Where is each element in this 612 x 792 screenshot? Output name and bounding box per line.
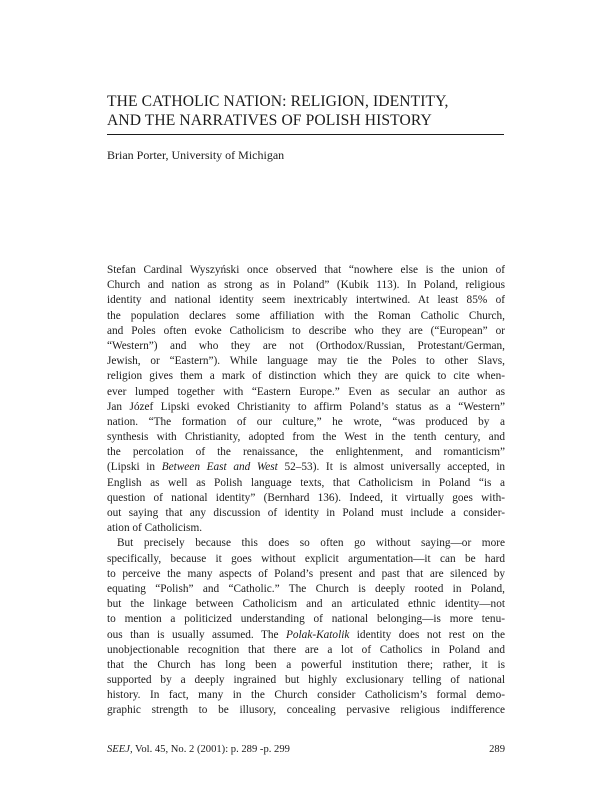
text-line: graphic strength to be illusory, concealing pervasive religious indifference [107, 704, 505, 717]
journal-citation [107, 744, 290, 755]
cited-book-title: Between East and West [161, 461, 278, 474]
text-line: Jan Józef Lipski evoked Christianity to affirm Poland’s status as a “Western” [107, 400, 505, 413]
text-line: out saying that any discussion of identity in Poland must include a consider- [107, 507, 505, 519]
text-line: nation. “The formation of our culture,” he wrote, “was produced by a [107, 415, 505, 428]
text-line: to perceive the many aspects of Poland’s present and past that are silenced by [107, 567, 505, 580]
text-line: and Poles often evoke Catholicism to describe who they are (“European” or [107, 324, 505, 337]
article-title [107, 92, 517, 130]
text-line: ever lumped together with “Eastern Europe.” Even as secular an author as [107, 385, 505, 398]
article-title-line-1: THE CATHOLIC NATION: RELIGION, IDENTITY, [107, 93, 449, 110]
text-line-term [107, 628, 505, 643]
paragraph-2 [107, 536, 505, 718]
text-line: the population declares some affiliation with the Roman Catholic Church, [107, 309, 505, 322]
text-line: religion gives them a mark of distinction which they are quick to cite when- [107, 370, 505, 383]
text-line: But precisely because this does so often go without saying—or more [117, 537, 505, 550]
term-prefix: ous than is usually assumed. The [107, 628, 286, 641]
journal-volume-pages: Vol. 45, No. 2 (2001): p. 289 -p. 299 [132, 744, 290, 755]
citation-prefix: (Lipski in [107, 461, 162, 474]
article-author: Brian Porter, University of Michigan [107, 148, 285, 162]
text-line-citation [107, 460, 505, 475]
text-line: Jewish, or “Eastern”). While language may tie the Poles to other Slavs, [107, 355, 505, 368]
title-divider [107, 134, 504, 135]
paragraph-1 [107, 263, 505, 536]
text-line: Church and nation as strong as in Poland” (Kubik 113). In Poland, religious [107, 279, 505, 292]
article-body [107, 263, 505, 719]
text-line: history. In fact, many in the Church consider Catholicism’s formal demo- [107, 689, 505, 702]
text-line: unobjectionable recognition that there are a lot of Catholics in Poland and [107, 643, 505, 656]
page-footer [107, 744, 505, 758]
page-number: 289 [489, 744, 505, 755]
text-line: specifically, because it goes without explicit argumentation—it can be hard [107, 552, 505, 565]
text-line: Stefan Cardinal Wyszyński once observed that “nowhere else is the union of [107, 264, 505, 276]
text-line: equating “Polish” and “Catholic.” The Church is deeply rooted in Poland, [107, 582, 505, 595]
text-line: English as well as Polish language texts, that Catholicism in Poland “is a [107, 476, 505, 489]
text-line: ation of Catholicism. [107, 522, 203, 535]
text-line: identity and national identity seem inextricably intertwined. At least 85% of [107, 294, 505, 307]
text-line: but the linkage between Catholicism and an articulated ethnic identity—not [107, 598, 505, 611]
text-line: synthesis with Christianity, adopted from the West in the tenth century, and [107, 431, 505, 444]
journal-name: SEEJ, [107, 744, 133, 755]
text-line: to mention a politicized understanding of national belonging—is more tenu- [107, 613, 505, 626]
term-suffix: identity does not rest on the [349, 628, 505, 641]
text-line: question of national identity” (Bernhard 136). Indeed, it virtually goes with- [107, 491, 505, 504]
polak-katolik-term: Polak-Katolik [285, 628, 350, 641]
text-line: that the Church has long been a powerful institution there; rather, it is [107, 658, 505, 671]
citation-suffix: 52–53). It is almost universally accepted, in [277, 461, 505, 474]
text-line: the percolation of the renaissance, the enlightenment, and romanticism” [107, 446, 505, 459]
text-line: supported by a deeply ingrained but highly exclusionary telling of national [107, 674, 505, 687]
text-line: “Western”) and who they are not (Orthodox/Russian, Protestant/German, [107, 339, 505, 352]
article-title-line-2: AND THE NARRATIVES OF POLISH HISTORY [107, 112, 432, 129]
